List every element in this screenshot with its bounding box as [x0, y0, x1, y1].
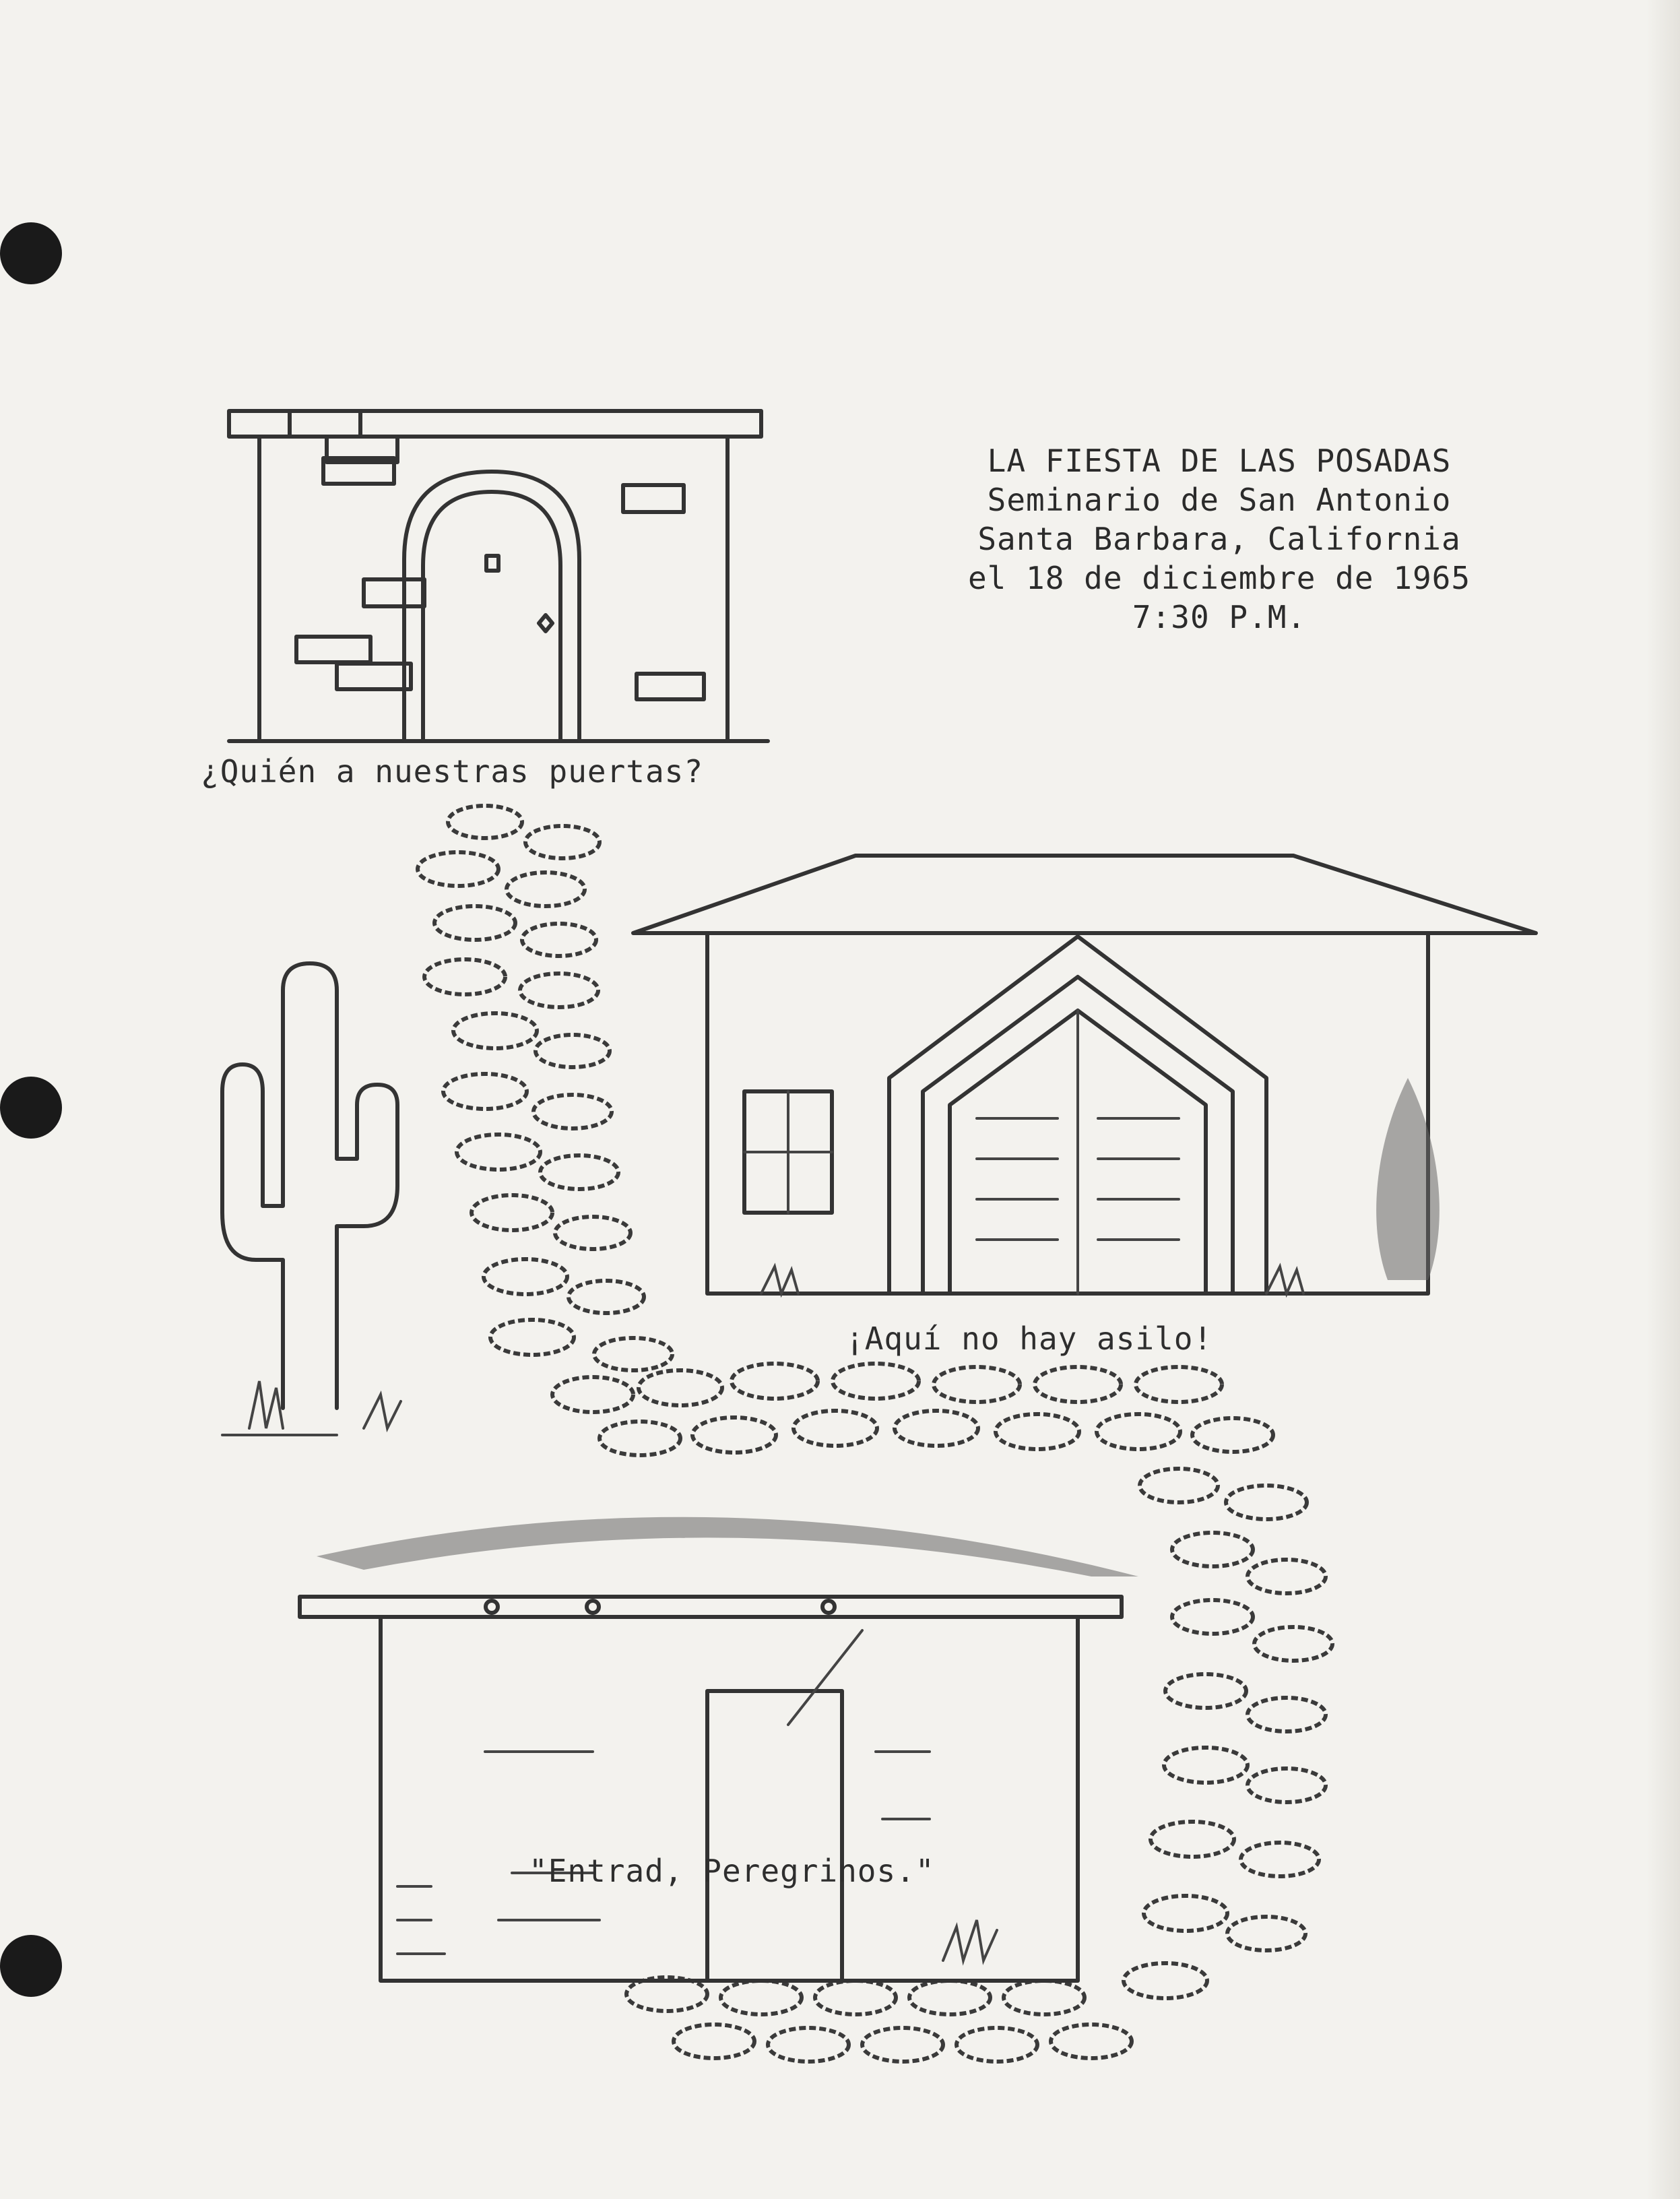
cactus-drawing — [222, 963, 401, 1435]
third-house-drawing — [300, 1517, 1138, 1981]
caption-third-house: "Entrad, Peregrinos." — [529, 1853, 935, 1889]
second-house-drawing — [633, 856, 1536, 1294]
event-date: el 18 de diciembre de 1965 — [967, 560, 1471, 596]
first-house-drawing — [229, 411, 768, 741]
caption-second-house: ¡Aquí no hay asilo! — [845, 1320, 1213, 1357]
event-time: 7:30 P.M. — [1132, 599, 1307, 635]
event-header — [923, 441, 1516, 637]
event-place: Seminario de San Antonio — [987, 482, 1452, 518]
caption-first-house: ¿Quién a nuestras puertas? — [201, 753, 704, 790]
event-city: Santa Barbara, California — [977, 521, 1461, 557]
event-title: LA FIESTA DE LAS POSADAS — [987, 443, 1452, 479]
